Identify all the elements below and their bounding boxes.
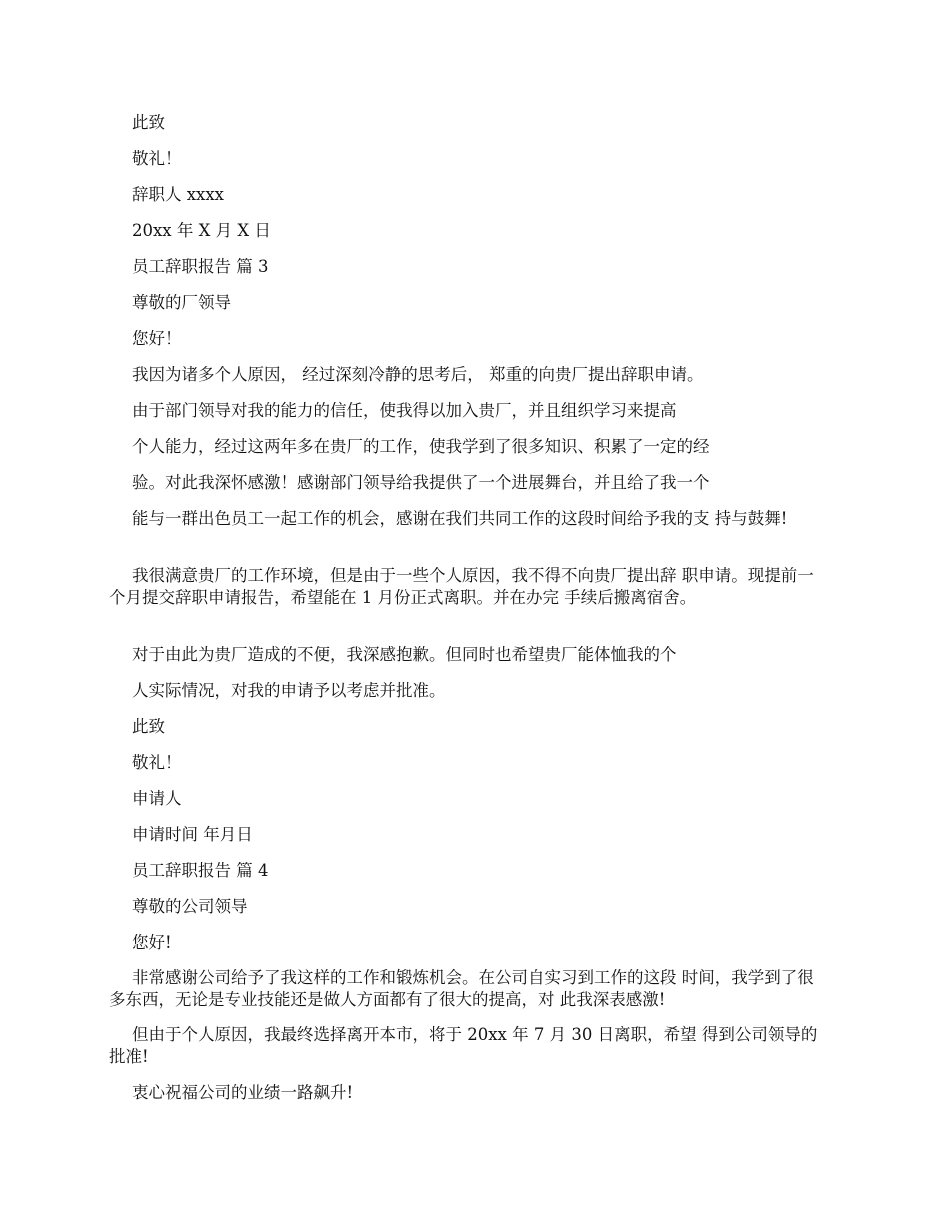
letter-hello: 您好! [132, 933, 172, 952]
body-paragraph: 人实际情况，对我的申请予以考虑并批准。 [132, 681, 446, 700]
signature-date: 20xx 年 X 月 X 日 [132, 221, 271, 240]
resignee-signature: 辞职人 xxxx [132, 185, 224, 204]
body-paragraph: 能与一群出色员工一起工作的机会，感谢在我们共同工作的这段时间给予我的支 持与鼓舞! [132, 509, 788, 528]
application-date: 申请时间 年月日 [132, 825, 253, 844]
letter-hello: 您好！ [132, 329, 182, 348]
letter-greeting: 尊敬的厂领导 [132, 293, 231, 312]
letter-greeting: 尊敬的公司领导 [132, 897, 248, 916]
applicant-signature: 申请人 [132, 789, 182, 808]
section-title-4: 员工辞职报告 篇 4 [132, 861, 269, 880]
closing-wish: 衷心祝福公司的业绩一路飙升! [132, 1083, 354, 1102]
body-paragraph: 验。对此我深怀感激！感谢部门领导给我提供了一个进展舞台，并且给了我一个 [132, 473, 710, 492]
body-paragraph: 我因为诸多个人原因， 经过深刻冷静的思考后， 郑重的向贵厂提出辞职申请。 [132, 365, 704, 384]
closing-salutation: 此致 [132, 113, 165, 132]
body-paragraph: 对于由此为贵厂造成的不便，我深感抱歉。但同时也希望贵厂能体恤我的个 [132, 645, 677, 664]
body-paragraph: 但由于个人原因，我最终选择离开本市，将于 20xx 年 7 月 30 日离职，希望 得到公司领导的批准! [109, 1025, 818, 1066]
body-paragraph: 我很满意贵厂的工作环境，但是由于一些个人原因，我不得不向贵厂提出辞 职申请。现提前一个月提交辞职申请报告，希望能在 1 月份正式离职。并在办完 手续后搬离宿舍。 [109, 566, 814, 607]
body-paragraph: 非常感谢公司给予了我这样的工作和锻炼机会。在公司自实习到工作的这段 时间，我学到了很多东西，无论是专业技能还是做人方面都有了很大的提高，对 此我深表感激! [109, 968, 814, 1009]
body-paragraph: 由于部门领导对我的能力的信任，使我得以加入贵厂，并且组织学习来提高 [132, 401, 677, 420]
closing-salutation: 此致 [132, 717, 165, 736]
closing-regards: 敬礼！ [132, 753, 182, 772]
closing-regards: 敬礼！ [132, 149, 182, 168]
body-paragraph: 个人能力，经过这两年多在贵厂的工作，使我学到了很多知识、积累了一定的经 [132, 437, 710, 456]
section-title-3: 员工辞职报告 篇 3 [132, 257, 269, 276]
